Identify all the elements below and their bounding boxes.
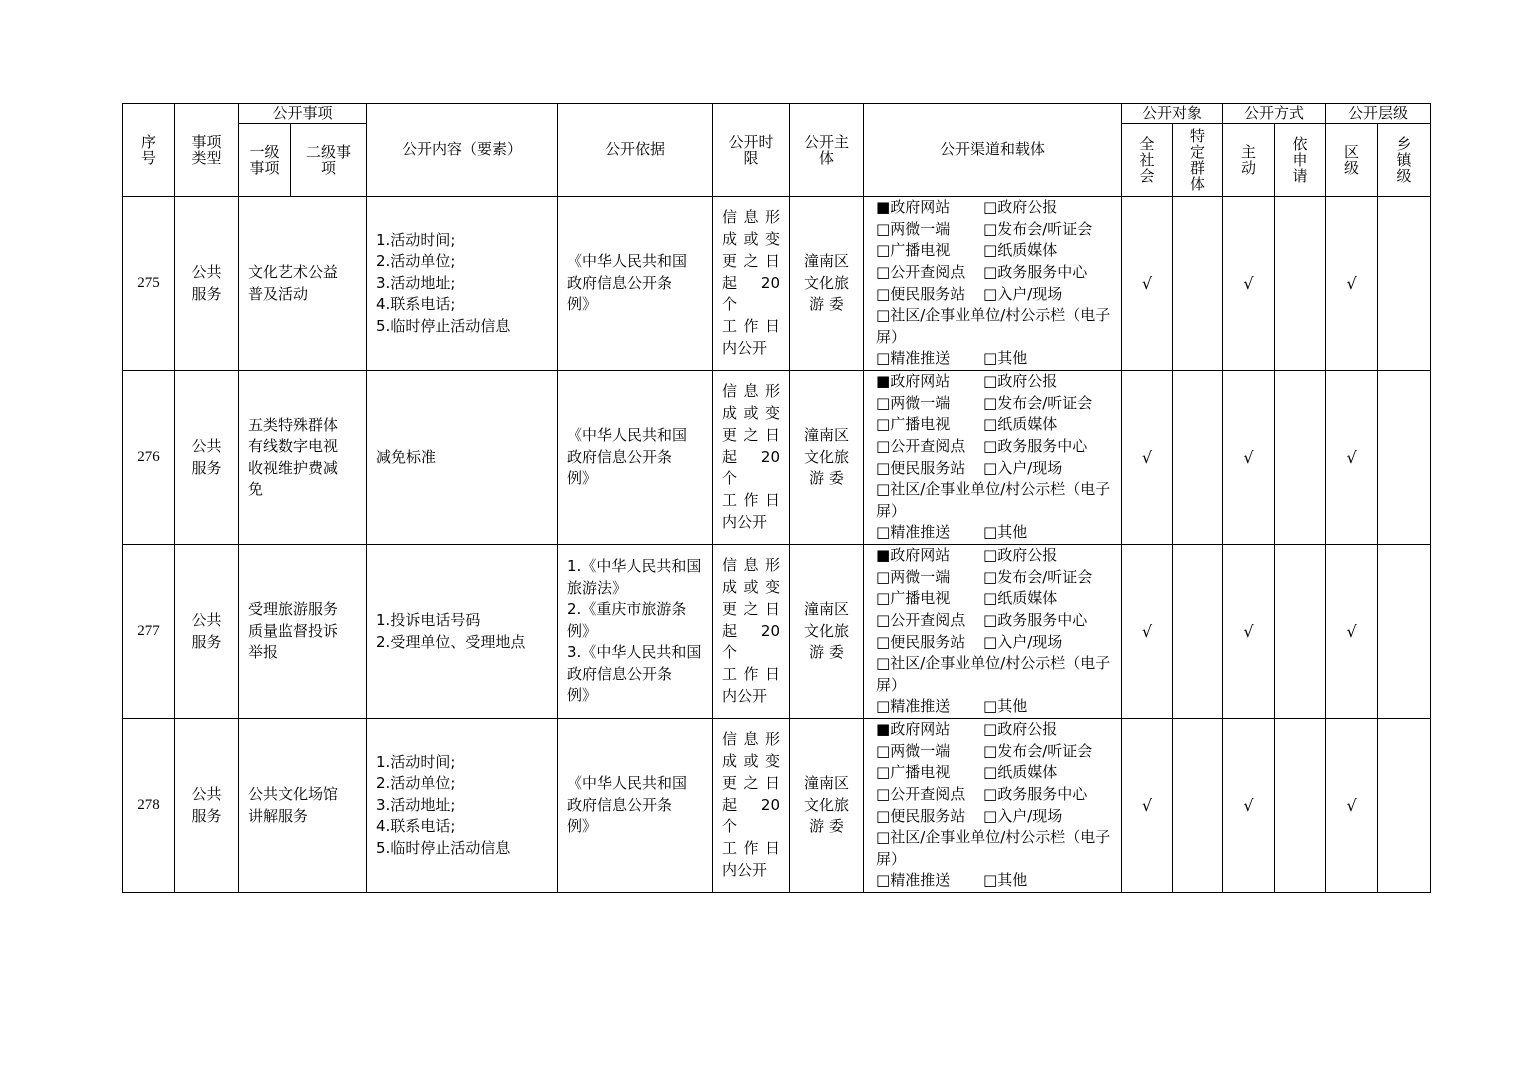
line: 游 委	[809, 817, 844, 836]
header-time: 公开时 限	[713, 104, 790, 197]
time-line: 内公开	[722, 860, 768, 879]
cell-mode-active: √	[1223, 719, 1275, 893]
channel-option: □入户/现场	[983, 806, 1063, 825]
channel-option: □便民服务站	[876, 632, 966, 651]
channel-option: □便民服务站	[876, 806, 966, 825]
channel-option: □公开查阅点	[876, 262, 966, 281]
line: 潼南区	[804, 252, 850, 271]
cell-mode-active: √	[1223, 545, 1275, 719]
cell-level-town	[1378, 545, 1431, 719]
line: 游 委	[809, 643, 844, 662]
line: 1.活动时间;	[376, 230, 456, 249]
line: 公共	[191, 437, 222, 455]
channel-row	[876, 522, 1117, 544]
header-content: 公开内容（要素）	[367, 104, 558, 197]
cell-item	[239, 719, 367, 893]
line: 质量监督投诉	[248, 621, 339, 640]
line: 讲解服务	[248, 806, 309, 825]
time-line: 信 息 形	[722, 556, 781, 575]
header-type: 事项 类型	[175, 104, 239, 197]
channel-option: □广播电视	[876, 589, 951, 608]
cell-subject	[790, 545, 864, 719]
line: 文化旅	[804, 447, 850, 466]
line: 受理旅游服务	[248, 600, 339, 619]
time-line: 信 息 形	[722, 208, 781, 227]
channel-option: □便民服务站	[876, 284, 966, 303]
time-line: 更 之 日	[722, 251, 781, 270]
cell-basis	[558, 545, 713, 719]
header-level2: 二级事 项	[291, 124, 367, 197]
header-mode-active: 主 动	[1223, 124, 1275, 197]
channel-option: □入户/现场	[983, 632, 1063, 651]
line: 例》	[567, 295, 598, 314]
time-line: 起 20 个	[722, 795, 781, 836]
channel-option: □其他	[983, 697, 1028, 716]
channel-option: □精准推送	[876, 523, 951, 542]
channel-row	[876, 284, 1117, 306]
cell-channels	[864, 197, 1122, 371]
line: 公共	[191, 785, 222, 803]
cell-channels	[864, 371, 1122, 545]
cell-content	[367, 545, 558, 719]
cell-level-district: √	[1326, 197, 1378, 371]
disclosure-table	[122, 103, 1431, 893]
line: 例》	[567, 686, 598, 705]
cell-audience-all: √	[1122, 197, 1173, 371]
channel-option: □入户/现场	[983, 284, 1063, 303]
time-line: 信 息 形	[722, 730, 781, 749]
line: 2.活动单位;	[376, 252, 456, 271]
channel-row	[876, 436, 1117, 458]
line: 政府信息公开条	[567, 273, 673, 292]
channel-option: □广播电视	[876, 241, 951, 260]
line: 1.活动时间;	[376, 752, 456, 771]
line: 减免标准	[376, 447, 437, 466]
header-audience-all: 全 社 会	[1122, 124, 1173, 197]
table-row	[123, 719, 1431, 893]
line: 文化旅	[804, 273, 850, 292]
channel-row	[876, 696, 1117, 718]
channel-option: □发布会/听证会	[983, 567, 1093, 586]
line: 文化艺术公益	[248, 263, 339, 281]
channel-option: ■政府网站	[876, 546, 951, 565]
line: 公共文化场馆	[248, 785, 339, 803]
channel-option: □纸质媒体	[983, 763, 1058, 782]
line: 《中华人民共和国	[567, 426, 688, 445]
channel-option: □社区/企事业单位/村公示栏（电子屏）	[876, 480, 1111, 520]
line: 3.《中华人民共和国	[567, 643, 702, 662]
line: 政府信息公开条	[567, 447, 673, 466]
channel-option: □纸质媒体	[983, 589, 1058, 608]
cell-content	[367, 371, 558, 545]
line: 《中华人民共和国	[567, 252, 688, 271]
time-line: 起 20 个	[722, 447, 781, 488]
cell-content	[367, 719, 558, 893]
channel-row	[876, 414, 1117, 436]
channel-row	[876, 545, 1117, 567]
cell-mode-request	[1275, 719, 1326, 893]
channel-row	[876, 784, 1117, 806]
channel-option: □其他	[983, 349, 1028, 368]
table-row	[123, 545, 1431, 719]
cell-level-district: √	[1326, 545, 1378, 719]
table-row	[123, 197, 1431, 371]
header-row-1	[123, 104, 1431, 124]
cell-time-limit	[713, 371, 790, 545]
line: 潼南区	[804, 774, 850, 793]
line: 旅游法》	[567, 578, 628, 597]
channel-option: □入户/现场	[983, 458, 1063, 477]
line: 服务	[191, 284, 222, 303]
channel-option: □纸质媒体	[983, 415, 1058, 434]
line: 政府信息公开条	[567, 664, 673, 683]
channel-option: □精准推送	[876, 697, 951, 716]
channel-row	[876, 741, 1117, 763]
cell-content	[367, 197, 558, 371]
channel-option: □发布会/听证会	[983, 741, 1093, 760]
time-line: 起 20 个	[722, 621, 781, 662]
time-line: 更 之 日	[722, 599, 781, 618]
header-mode-request: 依 申 请	[1275, 124, 1326, 197]
header-items-group: 公开事项	[239, 104, 367, 124]
time-line: 内公开	[722, 686, 768, 705]
channel-option: ■政府网站	[876, 198, 951, 217]
table-row	[123, 371, 1431, 545]
line: 5.临时停止活动信息	[376, 838, 511, 857]
cell-audience-specific	[1173, 371, 1223, 545]
time-line: 起 20 个	[722, 273, 781, 314]
channel-option: ■政府网站	[876, 720, 951, 739]
channel-row	[876, 393, 1117, 415]
cell-audience-all: √	[1122, 371, 1173, 545]
channel-option: □政务服务中心	[983, 610, 1088, 629]
line: 潼南区	[804, 600, 850, 619]
time-line: 成 或 变	[722, 230, 781, 248]
cell-subject	[790, 197, 864, 371]
line: 服务	[191, 806, 222, 825]
channel-option: □公开查阅点	[876, 436, 966, 455]
cell-channels	[864, 719, 1122, 893]
line: 文化旅	[804, 621, 850, 640]
channel-row	[876, 567, 1117, 589]
header-subject: 公开主 体	[790, 104, 864, 197]
time-line: 工 作 日	[722, 491, 781, 510]
time-line: 信 息 形	[722, 382, 781, 401]
line: 例》	[567, 469, 598, 488]
time-line: 内公开	[722, 512, 768, 531]
cell-seq: 276	[123, 371, 175, 545]
time-line: 工 作 日	[722, 665, 781, 684]
line: 服务	[191, 458, 222, 477]
line: 政府信息公开条	[567, 795, 673, 814]
channel-option: □政府公报	[983, 546, 1058, 565]
cell-time-limit	[713, 197, 790, 371]
cell-level-district: √	[1326, 371, 1378, 545]
line: 2.《重庆市旅游条	[567, 600, 687, 619]
channel-option: □公开查阅点	[876, 784, 966, 803]
cell-type	[175, 197, 239, 371]
channel-option: ■政府网站	[876, 372, 951, 391]
channel-row	[876, 588, 1117, 610]
channel-option: □发布会/听证会	[983, 393, 1093, 412]
channel-row	[876, 197, 1117, 219]
line: 3.活动地址;	[376, 795, 456, 814]
line: 2.活动单位;	[376, 774, 456, 793]
line: 例》	[567, 621, 598, 640]
header-level1: 一级 事项	[239, 124, 291, 197]
line: 有线数字电视	[248, 437, 339, 455]
line: 游 委	[809, 295, 844, 314]
cell-seq: 277	[123, 545, 175, 719]
cell-type	[175, 371, 239, 545]
cell-item	[239, 197, 367, 371]
cell-mode-active: √	[1223, 371, 1275, 545]
time-line: 工 作 日	[722, 839, 781, 858]
channel-row	[876, 262, 1117, 284]
cell-audience-all: √	[1122, 545, 1173, 719]
line: 3.活动地址;	[376, 273, 456, 292]
channel-option: □两微一端	[876, 567, 951, 586]
channel-option: □其他	[983, 523, 1028, 542]
channel-row	[876, 632, 1117, 654]
channel-row	[876, 240, 1117, 262]
channel-option: □政务服务中心	[983, 262, 1088, 281]
time-line: 成 或 变	[722, 578, 781, 596]
time-line: 更 之 日	[722, 773, 781, 792]
time-line: 更 之 日	[722, 425, 781, 444]
channel-option: □精准推送	[876, 349, 951, 368]
table-body	[123, 197, 1431, 893]
line: 潼南区	[804, 426, 850, 445]
channel-option: □广播电视	[876, 763, 951, 782]
line: 4.联系电话;	[376, 817, 456, 836]
line: 文化旅	[804, 795, 850, 814]
cell-level-town	[1378, 719, 1431, 893]
header-seq: 序 号	[123, 104, 175, 197]
channel-option: □政府公报	[983, 372, 1058, 391]
header-audience-group: 公开对象	[1122, 104, 1223, 124]
channel-option: □政府公报	[983, 720, 1058, 739]
cell-item	[239, 545, 367, 719]
header-mode-group: 公开方式	[1223, 104, 1326, 124]
cell-audience-specific	[1173, 719, 1223, 893]
line: 5.临时停止活动信息	[376, 316, 511, 335]
channel-row	[876, 762, 1117, 784]
cell-mode-request	[1275, 371, 1326, 545]
channel-option: □广播电视	[876, 415, 951, 434]
line: 公共	[191, 263, 222, 281]
cell-seq: 278	[123, 719, 175, 893]
line: 普及活动	[248, 284, 309, 303]
channel-option: □公开查阅点	[876, 610, 966, 629]
cell-level-town	[1378, 371, 1431, 545]
header-audience-specific: 特 定 群 体	[1173, 124, 1223, 197]
cell-time-limit	[713, 719, 790, 893]
time-line: 成 或 变	[722, 752, 781, 770]
line: 公共	[191, 611, 222, 629]
line: 例》	[567, 817, 598, 836]
line: 1.《中华人民共和国	[567, 557, 702, 576]
line: 《中华人民共和国	[567, 774, 688, 793]
header-channels: 公开渠道和载体	[864, 104, 1122, 197]
cell-mode-active: √	[1223, 197, 1275, 371]
line: 举报	[248, 643, 279, 662]
cell-basis	[558, 197, 713, 371]
channel-option: □两微一端	[876, 393, 951, 412]
time-line: 内公开	[722, 338, 768, 357]
line: 2.受理单位、受理地点	[376, 632, 526, 651]
line: 游 委	[809, 469, 844, 488]
channel-option: □社区/企事业单位/村公示栏（电子屏）	[876, 306, 1111, 346]
channel-option: □纸质媒体	[983, 241, 1058, 260]
line: 收视维护费减	[248, 458, 339, 477]
line: 五类特殊群体	[248, 415, 339, 434]
cell-item	[239, 371, 367, 545]
cell-audience-all: √	[1122, 719, 1173, 893]
channel-option: □政务服务中心	[983, 436, 1088, 455]
channel-row	[876, 870, 1117, 892]
line: 免	[248, 480, 264, 498]
cell-mode-request	[1275, 197, 1326, 371]
channel-option: □政府公报	[983, 198, 1058, 217]
line: 1.投诉电话号码	[376, 611, 481, 629]
channel-option: □政务服务中心	[983, 784, 1088, 803]
cell-seq: 275	[123, 197, 175, 371]
cell-subject	[790, 371, 864, 545]
cell-audience-specific	[1173, 197, 1223, 371]
channel-row	[876, 719, 1117, 741]
channel-option: □精准推送	[876, 871, 951, 890]
header-level-town: 乡 镇 级	[1378, 124, 1431, 197]
channel-option: □其他	[983, 871, 1028, 890]
line: 4.联系电话;	[376, 295, 456, 314]
time-line: 工 作 日	[722, 317, 781, 336]
cell-basis	[558, 371, 713, 545]
time-line: 成 或 变	[722, 404, 781, 422]
channel-option: □社区/企事业单位/村公示栏（电子屏）	[876, 654, 1111, 694]
channel-option: □两微一端	[876, 219, 951, 238]
channel-row	[876, 371, 1117, 393]
channel-option: □社区/企事业单位/村公示栏（电子屏）	[876, 828, 1111, 868]
cell-mode-request	[1275, 545, 1326, 719]
channel-option: □便民服务站	[876, 458, 966, 477]
channel-row	[876, 458, 1117, 480]
channel-row	[876, 348, 1117, 370]
header-basis: 公开依据	[558, 104, 713, 197]
channel-option: □发布会/听证会	[983, 219, 1093, 238]
header-level-district: 区 级	[1326, 124, 1378, 197]
line: 服务	[191, 632, 222, 651]
channel-row	[876, 610, 1117, 632]
channel-row	[876, 219, 1117, 241]
channel-row	[876, 806, 1117, 828]
cell-type	[175, 719, 239, 893]
cell-channels	[864, 545, 1122, 719]
cell-type	[175, 545, 239, 719]
header-level-group: 公开层级	[1326, 104, 1431, 124]
cell-level-district: √	[1326, 719, 1378, 893]
cell-audience-specific	[1173, 545, 1223, 719]
cell-time-limit	[713, 545, 790, 719]
cell-basis	[558, 719, 713, 893]
cell-subject	[790, 719, 864, 893]
cell-level-town	[1378, 197, 1431, 371]
channel-option: □两微一端	[876, 741, 951, 760]
